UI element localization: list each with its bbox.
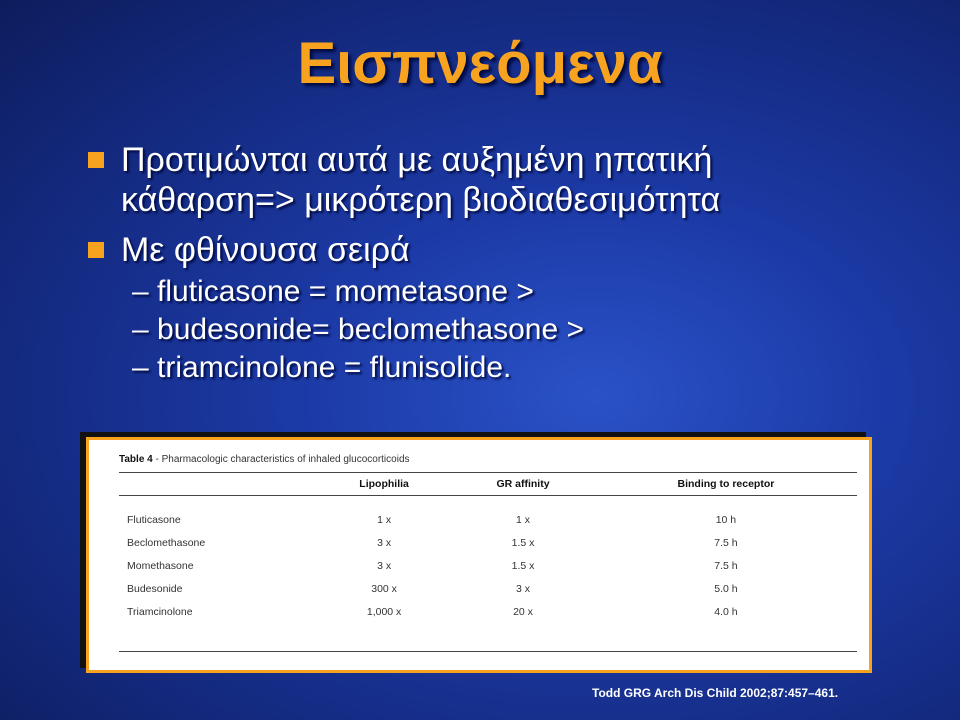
- cell-lipophilia: 300 x: [371, 582, 397, 595]
- table-header-row: [119, 473, 857, 496]
- cell-gr-affinity: 3 x: [516, 582, 531, 595]
- cell-gr-affinity: 1.5 x: [511, 559, 535, 572]
- bullet-2-text: [121, 230, 911, 270]
- cell-drug: Triamcinolone: [127, 605, 193, 618]
- bullet-1-line-2: κάθαρση=> μικρότερη βιοδιαθεσιμότητα: [121, 181, 721, 219]
- bullet-1-text: [121, 140, 911, 220]
- cell-gr-affinity: 20 x: [513, 605, 533, 618]
- cell-binding: 4.0 h: [714, 605, 738, 618]
- header-lipophilia: Lipophilia: [317, 473, 451, 496]
- header-drug: [119, 473, 317, 496]
- header-gr-affinity: GR affinity: [451, 473, 595, 496]
- sub-item-2: – budesonide= beclomethasone >: [132, 313, 585, 346]
- cell-binding: 7.5 h: [714, 536, 738, 549]
- cell-drug: Fluticasone: [127, 513, 181, 526]
- cell-binding: 5.0 h: [714, 582, 738, 595]
- cell-lipophilia: 3 x: [377, 559, 392, 572]
- sub-item-3: – triamcinolone = flunisolide.: [132, 351, 512, 384]
- cell-gr-affinity: 1 x: [516, 513, 531, 526]
- table-row: [119, 496, 857, 532]
- citation: Todd GRG Arch Dis Child 2002;87:457–461.: [592, 686, 839, 700]
- table-row: [119, 600, 857, 623]
- table-caption: [119, 454, 410, 465]
- cell-lipophilia: 1,000 x: [366, 605, 402, 618]
- table-row: [119, 531, 857, 554]
- bullet-2: [88, 230, 908, 270]
- bullet-1-line-1: Προτιμώνται αυτά με αυξημένη ηπατική: [121, 141, 713, 179]
- pharmacology-table-image: [86, 437, 872, 673]
- bullet-2-line-1: Με φθίνουσα σειρά: [121, 231, 410, 269]
- cell-drug: Beclomethasone: [127, 536, 206, 549]
- table-row: [119, 577, 857, 600]
- cell-drug: Budesonide: [127, 582, 183, 595]
- cell-drug: Momethasone: [127, 559, 194, 572]
- cell-gr-affinity: 1.5 x: [511, 536, 535, 549]
- cell-binding: 10 h: [715, 513, 737, 526]
- cell-binding: 7.5 h: [714, 559, 738, 572]
- table-row: [119, 554, 857, 577]
- sub-item-1: – fluticasone = mometasone >: [132, 275, 534, 308]
- cell-lipophilia: 1 x: [377, 513, 392, 526]
- bullet-1: [88, 140, 908, 220]
- table-caption-label: Table 4: [119, 454, 153, 465]
- table-caption-text: - Pharmacologic characteristics of inhaled glucocorticoids: [152, 454, 410, 465]
- table-bottom-rule: [119, 651, 857, 652]
- slide-title: Εισπνεόμενα: [297, 31, 663, 96]
- header-binding: Binding to receptor: [595, 473, 857, 496]
- square-bullet-icon: [88, 152, 104, 168]
- square-bullet-icon: [88, 242, 104, 258]
- cell-lipophilia: 3 x: [377, 536, 392, 549]
- pharmacology-table: [119, 472, 857, 623]
